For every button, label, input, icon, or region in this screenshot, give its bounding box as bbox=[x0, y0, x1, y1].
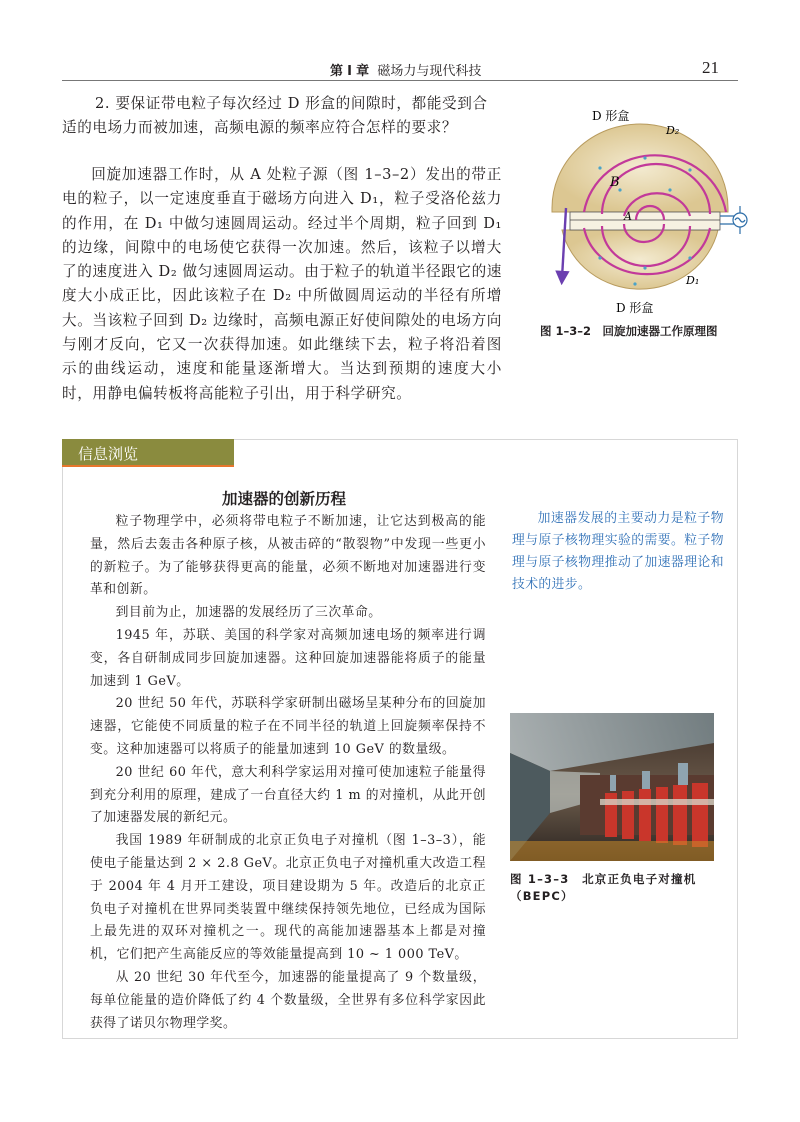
info-browse-tab-label: 信息浏览 bbox=[78, 445, 139, 463]
article-body bbox=[90, 511, 486, 1035]
label-a: A bbox=[624, 210, 632, 223]
article-paragraph: 20 世纪 60 年代，意大利科学家运用对撞可使加速粒子能量得到充分利用的原理，建成了一台直径大约 1 m 的对撞机，从此开创了加速器发展的新纪元。 bbox=[90, 764, 486, 826]
info-browse-tab bbox=[62, 439, 234, 465]
side-note bbox=[512, 508, 724, 596]
article-paragraph: 粒子物理学中，必须将带电粒子不断加速，让它达到极高的能量，然后去轰击各种原子核，从被击碎的“散裂物”中发现一些更小的新粒子。为了能够获得更高的能量，必须不断地对加速器进行变革和创新。 bbox=[90, 514, 486, 598]
label-d1: D₁ bbox=[686, 274, 700, 287]
cyclotron-diagram bbox=[540, 108, 750, 318]
article-paragraph: 从 20 世纪 30 年代至今，加速器的能量提高了 9 个数量级，每单位能量的造价降低了约 4 个数量级，全世界有多位科学家因此获得了诺贝尔物理学奖。 bbox=[90, 969, 486, 1031]
article-paragraph: 20 世纪 50 年代，苏联科学家研制出磁场呈某种分布的回旋加速器，它能使不同质量的粒子在不同半径的轨道上回旋频率保持不变。这种加速器可以将质子的能量加速到 10 GeV 的数量级。 bbox=[90, 696, 486, 757]
article-paragraph: 1945 年，苏联、美国的科学家对高频加速电场的频率进行调变，各自研制成同步回旋加速器。这种回旋加速器能将质子的能量加速到 1 GeV。 bbox=[90, 627, 486, 689]
label-top-dbox: D 形盒 bbox=[592, 109, 630, 123]
side-note-text: 加速器发展的主要动力是粒子物理与原子核物理实验的需要。粒子物理与原子核物理推动了加速器理论和技术的进步。 bbox=[512, 511, 724, 592]
bepc-photo bbox=[510, 713, 714, 861]
d2-box bbox=[552, 124, 728, 212]
exit-arrow bbox=[562, 208, 566, 278]
header-divider bbox=[62, 80, 738, 81]
question-line-1: 2. 要保证带电粒子每次经过 D 形盒的间隙时，都能受到合 bbox=[95, 95, 488, 112]
chapter-number: Ⅰ bbox=[347, 64, 352, 79]
chapter-title: 磁场力与现代科技 bbox=[377, 64, 482, 79]
chapter-prefix: 第 bbox=[330, 64, 344, 79]
figure-1-3-2-caption: 图 1–3–2 回旋加速器工作原理图 bbox=[540, 324, 718, 338]
label-b: B bbox=[610, 175, 620, 190]
main-paragraph bbox=[62, 163, 502, 406]
article-title: 加速器的创新历程 bbox=[222, 490, 347, 508]
chapter-header bbox=[330, 60, 481, 79]
info-tab-underline bbox=[62, 465, 234, 467]
question-line-2: 适的电场力而被加速，高频电源的频率应符合怎样的要求？ bbox=[62, 119, 458, 136]
article-paragraph: 我国 1989 年研制成的北京正负电子对撞机（图 1–3–3），能使电子能量达到 2 × 2.8 GeV。北京正负电子对撞机重大改造工程于 2004 年 4 月开工建设，项目建设期为 5 年。改造后的北京正负电子对撞机在世界同类装置中继续保持领先地位，已经成为国际上最先进的双环对撞机之一。现代的高能加速器基本上都是对撞机，它们把产生高能反应的等效能量提高到 10 ~ 1 000 TeV。 bbox=[90, 833, 486, 963]
chapter-suffix: 章 bbox=[356, 64, 370, 79]
label-d2: D₂ bbox=[666, 124, 680, 137]
label-bottom-dbox: D 形盒 bbox=[616, 301, 654, 315]
page-number: 21 bbox=[702, 58, 719, 77]
article-paragraph: 到目前为止，加速器的发展经历了三次革命。 bbox=[115, 605, 382, 621]
main-paragraph-text: 回旋加速器工作时，从 A 处粒子源（图 1–3–2）发出的带正电的粒子，以一定速度垂直于磁场方向进入 D₁，粒子受洛伦兹力的作用，在 D₁ 中做匀速圆周运动。经过半个周期，粒子回到 D₁ 的边缘，间隙中的电场使它获得一次加速。然后，该粒子以增大了的速度进入 D₂ 做匀速圆周运动。由于粒子的轨道半径跟它的速度大小成正比，因此该粒子在 D₂ 中所做圆周运动的半径有所增大。当该粒子回到 D₂ 边缘时，高频电源正好使间隙处的电场方向与刚才反向，它又一次获得加速。如此继续下去，粒子将沿着图示的曲线运动，速度和能量逐渐增大。当达到预期的速度大小时，用静电偏转板将高能粒子引出，用于科学研究。 bbox=[62, 166, 502, 402]
figure-1-3-3-caption: 图 1–3–3 北京正负电子对撞机（BEPC） bbox=[510, 872, 697, 903]
